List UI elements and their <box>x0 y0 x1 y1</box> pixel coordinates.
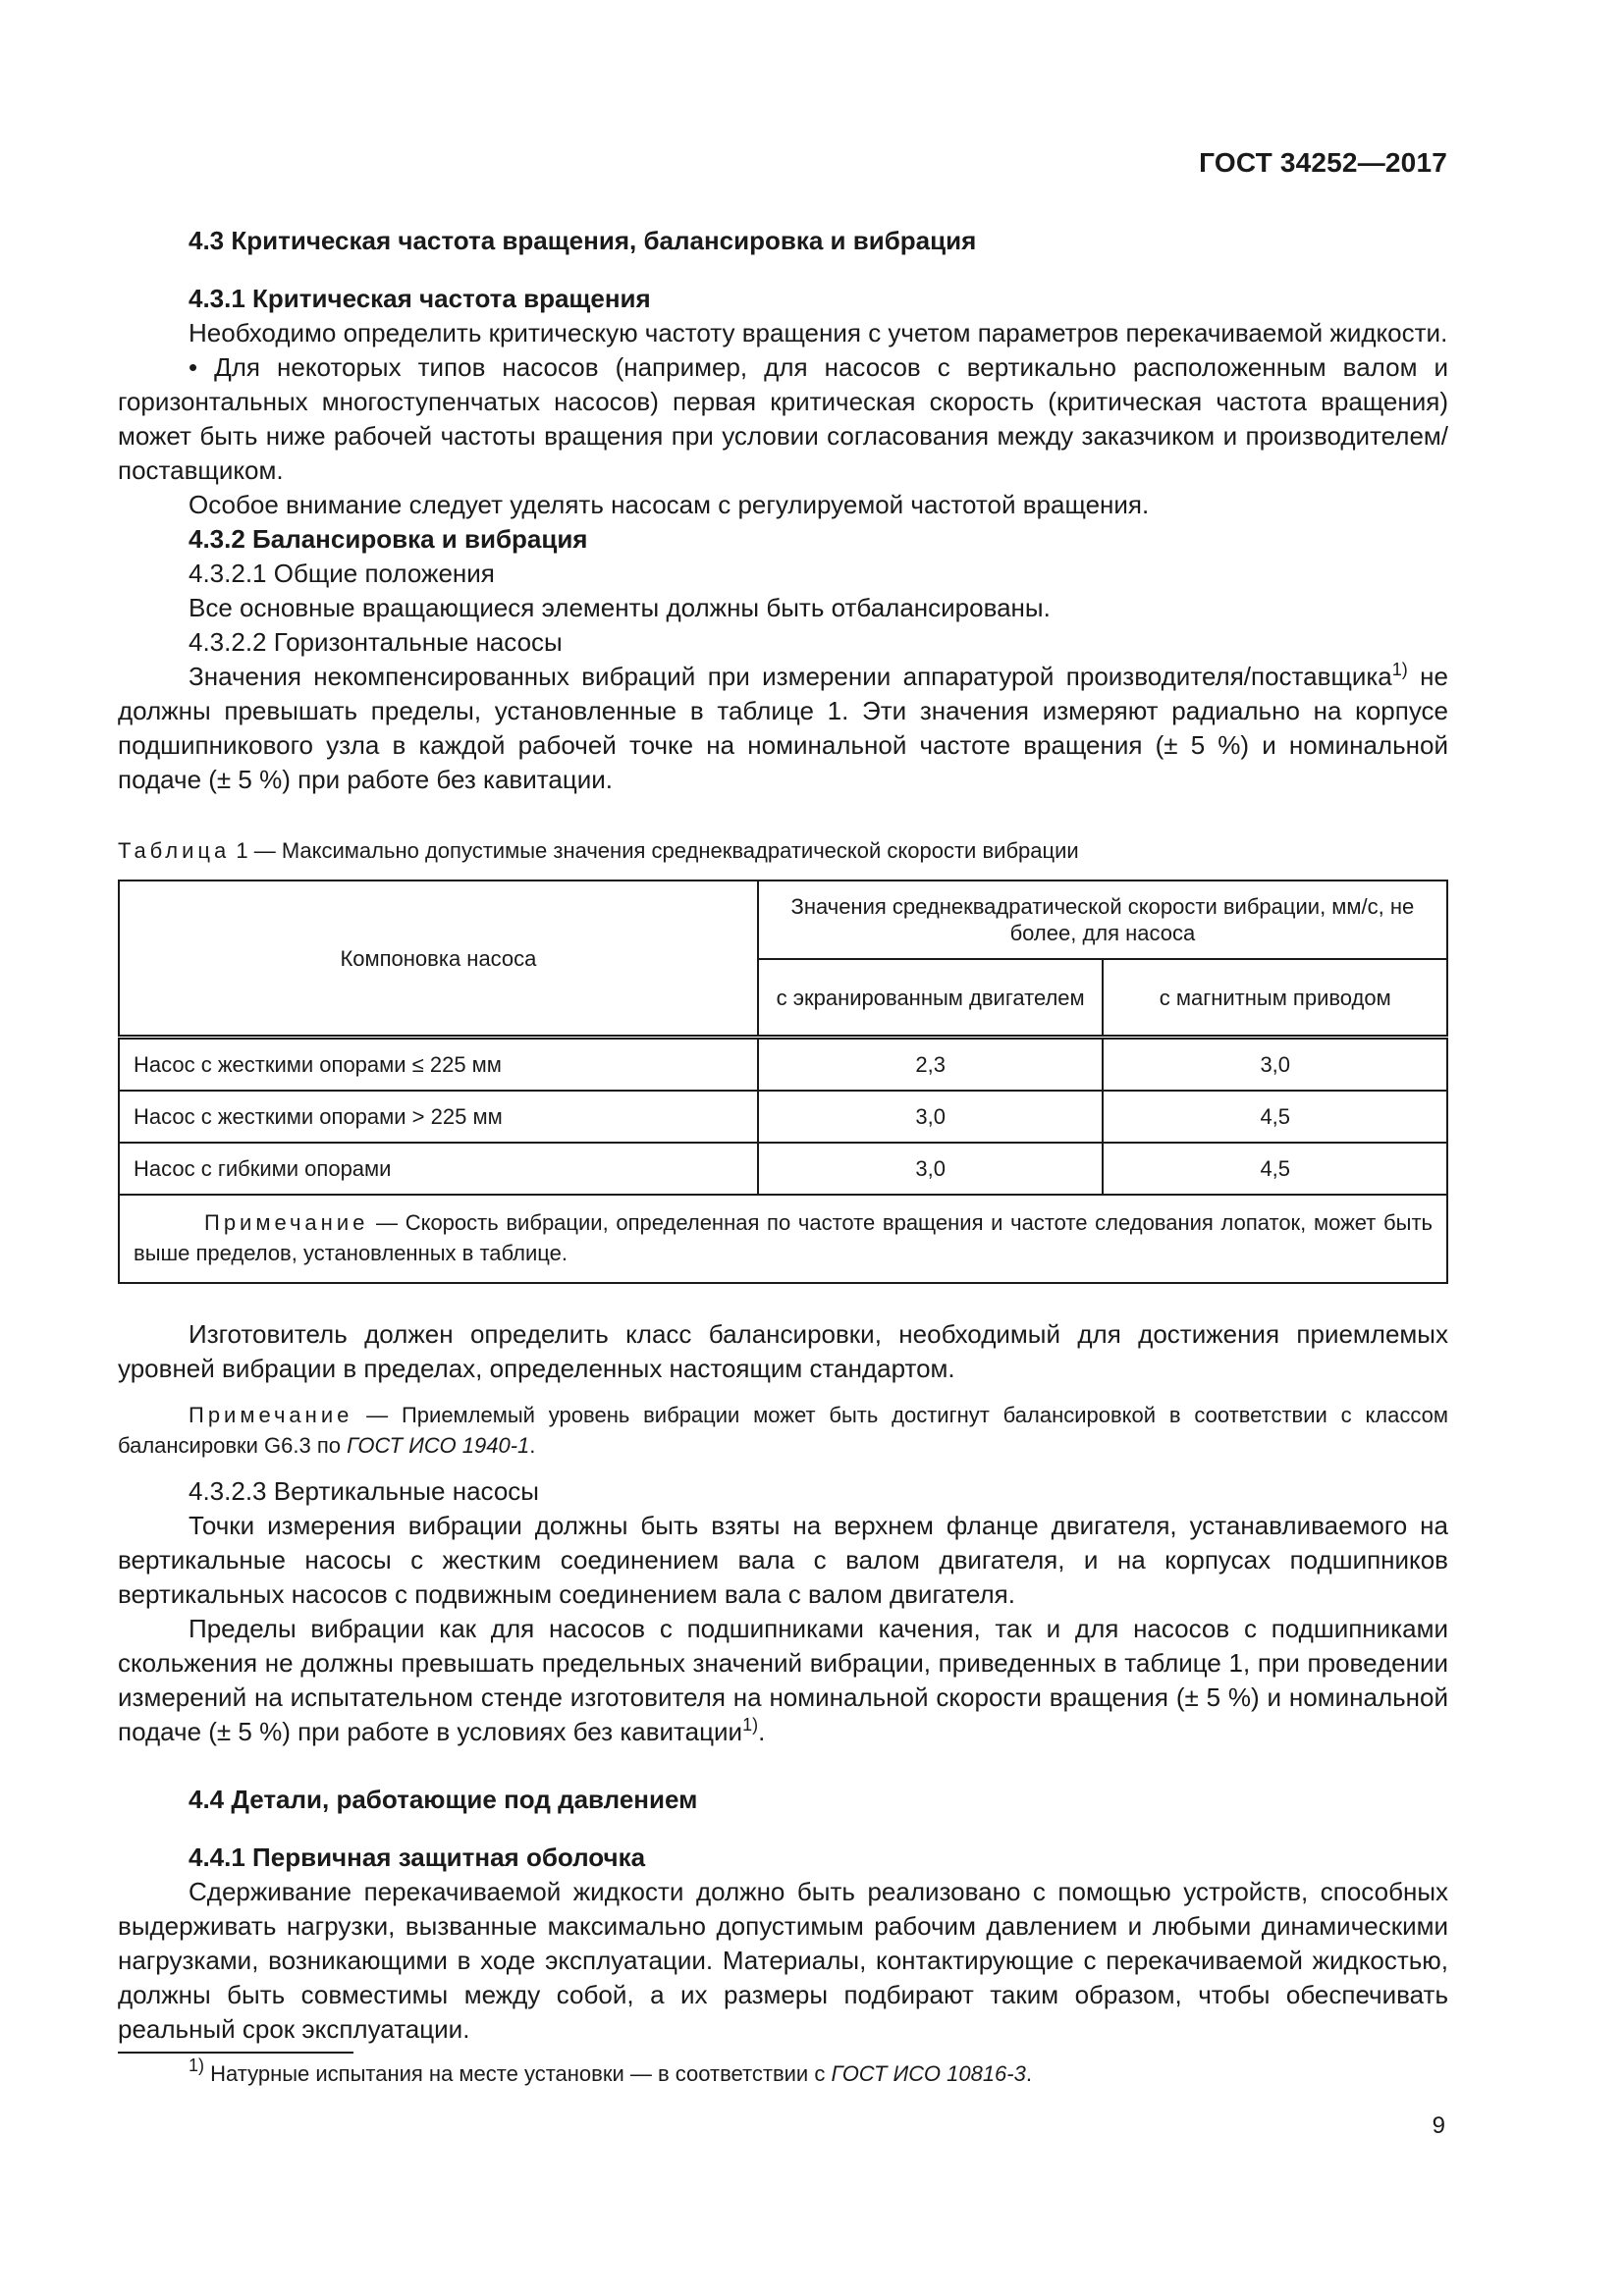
footnote-ref: 1) <box>742 1715 759 1735</box>
cell-magnetic: 4,5 <box>1103 1143 1447 1195</box>
table-caption <box>118 836 1448 866</box>
bullet-paragraph: • Для некоторых типов насосов (например, для насосов с вертикально расположенным валом и горизонтальных многоступенчатых насосов) первая критическая скорость (критическая частота вращения) может быть ниже рабочей частоты вращения при условии согласования между заказчиком и производителем/поставщиком. <box>118 352 1448 485</box>
note-text: — Скорость вибрации, определенная по частоте вращения и частоте следования лопаток, может быть выше пределов, установленных в таблице. <box>134 1210 1433 1265</box>
section-4-3-2-1-heading: 4.3.2.1 Общие положения <box>189 559 495 588</box>
column-header-layout: Компоновка насоса <box>119 881 758 1038</box>
footnote <box>189 2056 1032 2089</box>
table-row <box>119 1038 1447 1092</box>
text: не должны превышать пределы, установленные в таблице 1. Эти значения измеряют радиально на корпусе подшипникового узла в каждой рабочей точке на номинальной частоте вращения (± 5 %) и номинальной подаче (± 5 %) при работе без кавитации. <box>118 662 1448 794</box>
column-header-shielded: с экранированным двигателем <box>758 959 1104 1038</box>
document-code: ГОСТ 34252—2017 <box>1199 147 1447 178</box>
table-note <box>119 1195 1447 1283</box>
text: Значения некомпенсированных вибраций при измерении аппаратурой производителя/поставщика <box>189 662 1392 691</box>
cell-shielded: 3,0 <box>758 1143 1104 1195</box>
text: . <box>529 1433 536 1458</box>
note-text: — Приемлемый уровень вибрации может быть достигнут балансировкой в соответствии с классом балансировки G6.3 по <box>118 1403 1448 1458</box>
table-row <box>119 1091 1447 1143</box>
section-4-3-2-3-heading: 4.3.2.3 Вертикальные насосы <box>189 1476 539 1506</box>
section-4-3-1-heading: 4.3.1 Критическая частота вращения <box>189 284 651 313</box>
footnote-mark: 1) <box>189 2056 205 2075</box>
footnote-ref: 1) <box>1391 660 1408 679</box>
column-group-header: Значения среднеквадратической скорости вибрации, мм/с, не более, для насоса <box>758 881 1447 959</box>
cell-magnetic: 3,0 <box>1103 1038 1447 1092</box>
section-4-3-heading: 4.3 Критическая частота вращения, балансировка и вибрация <box>189 226 977 255</box>
standard-reference: ГОСТ ИСО 1940-1 <box>347 1433 530 1458</box>
section-4-3-2-2-heading: 4.3.2.2 Горизонтальные насосы <box>189 627 563 657</box>
row-name: Насос с гибкими опорами <box>119 1143 758 1195</box>
text: . <box>758 1717 766 1746</box>
section-4-3-2-heading: 4.3.2 Балансировка и вибрация <box>189 524 588 554</box>
paragraph: Все основные вращающиеся элементы должны быть отбалансированы. <box>189 593 1051 622</box>
column-header-magnetic: с магнитным приводом <box>1103 959 1447 1038</box>
page-number: 9 <box>1432 2112 1445 2139</box>
paragraph: Необходимо определить критическую частоту вращения с учетом параметров перекачиваемой жидкости. <box>189 318 1448 347</box>
footnote-text: Натурные испытания на месте установки — в соответствии с <box>204 2061 832 2086</box>
row-name: Насос с жесткими опорами ≤ 225 мм <box>119 1038 758 1092</box>
cell-magnetic: 4,5 <box>1103 1091 1447 1143</box>
cell-shielded: 2,3 <box>758 1038 1104 1092</box>
paragraph <box>118 1612 1448 1749</box>
paragraph: Изготовитель должен определить класс балансировки, необходимый для достижения приемлемых уровней вибрации в пределах, определенных настоящим стандартом. <box>118 1319 1448 1383</box>
section-4-4-heading: 4.4 Детали, работающие под давлением <box>189 1785 698 1814</box>
text: . <box>1025 2061 1032 2086</box>
note-label: Примечание <box>189 1403 353 1427</box>
table-row <box>119 1143 1447 1195</box>
page-body <box>118 224 1448 2047</box>
text: Пределы вибрации как для насосов с подшипниками качения, так и для насосов с подшипниками скольжения не должны превышать предельных значений вибрации, приведенных в таблице 1, при проведении измерений на испытательном стенде изготовителя на номинальной скорости вращения (± 5 %) и номинальной подаче (± 5 %) при работе в условиях без кавитации <box>118 1614 1448 1746</box>
table-caption-text: 1 — Максимально допустимые значения среднеквадратической скорости вибрации <box>230 838 1079 863</box>
note-label: Примечание <box>204 1210 369 1235</box>
table-caption-label: Таблица <box>118 838 231 863</box>
row-name: Насос с жесткими опорами > 225 мм <box>119 1091 758 1143</box>
section-4-4-1-heading: 4.4.1 Первичная защитная оболочка <box>189 1842 646 1872</box>
footnote-divider <box>118 2052 353 2054</box>
cell-shielded: 3,0 <box>758 1091 1104 1143</box>
paragraph: Точки измерения вибрации должны быть взяты на верхнем фланце двигателя, устанавливаемого на вертикальные насосы с жестким соединением вала с валом двигателя, и на корпусах подшипников вертикальных насосов с подвижным соединением вала с валом двигателя. <box>118 1511 1448 1609</box>
note-paragraph <box>118 1400 1448 1461</box>
paragraph: Сдерживание перекачиваемой жидкости должно быть реализовано с помощью устройств, способных выдерживать нагрузки, вызванные максимально допустимым рабочим давлением и любыми динамическими нагрузками, возникающими в ходе эксплуатации. Материалы, контактирующие с перекачиваемой жидкостью, должны быть совместимы между собой, а их размеры подбирают таким образом, чтобы обеспечивать реальный срок эксплуатации. <box>118 1877 1448 2044</box>
standard-reference: ГОСТ ИСО 10816-3 <box>831 2061 1026 2086</box>
vibration-limits-table <box>118 880 1448 1284</box>
paragraph <box>118 660 1448 797</box>
paragraph: Особое внимание следует уделять насосам с регулируемой частотой вращения. <box>189 490 1150 519</box>
